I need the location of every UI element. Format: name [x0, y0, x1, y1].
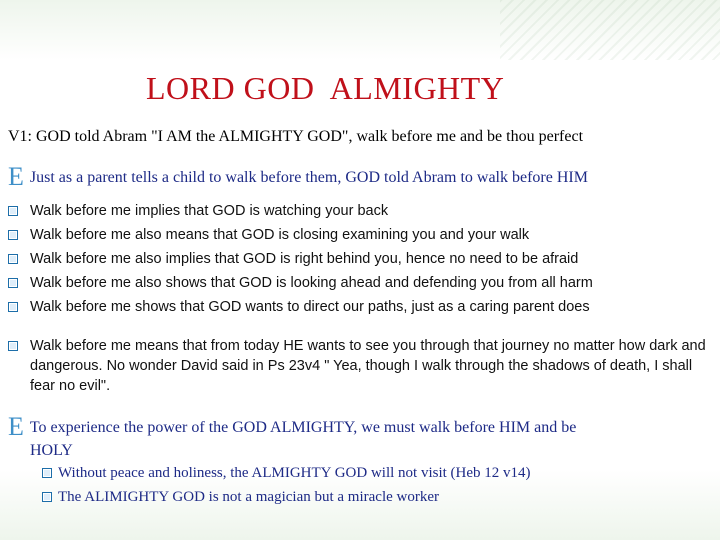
square-bullet-icon: [42, 468, 52, 478]
script-e-icon: E: [8, 412, 24, 441]
list-item-text: Walk before me implies that GOD is watching your back: [30, 203, 389, 219]
list-item-text: Walk before me also means that GOD is closing examining you and your walk: [30, 227, 530, 243]
square-bullet-icon: [8, 302, 18, 312]
bullet-list-holiness: [42, 461, 531, 509]
list-item-text: Walk before me also shows that GOD is looking ahead and defending you from all harm: [30, 275, 593, 291]
list-item: [8, 223, 593, 247]
verse-text: V1: GOD told Abram "I AM the ALMIGHTY GOD", walk before me and be thou perfect: [8, 128, 584, 145]
lead-statement-2-line2: HOLY: [30, 442, 73, 459]
list-item-text: Walk before me shows that GOD wants to direct our paths, just as a caring parent does: [30, 299, 590, 315]
list-item-text: Walk before me also implies that GOD is right behind you, hence no need to be afraid: [30, 251, 579, 267]
list-item-text: Without peace and holiness, the ALMIGHTY GOD will not visit (Heb 12 v14): [58, 465, 531, 481]
list-item: [42, 461, 531, 485]
list-item: [42, 485, 531, 509]
square-bullet-icon: [8, 206, 18, 216]
paragraph-text: Walk before me means that from today HE wants to see you through that journey no matter how dark and dangerous. No wonder David said in Ps 23v4 " Yea, though I walk through the shadows of death, I shall fear no evil".: [30, 338, 706, 394]
slide-title: LORD GOD ALMIGHTY: [146, 70, 505, 106]
list-item: [8, 199, 593, 223]
square-bullet-icon: [8, 341, 18, 351]
list-item: [8, 295, 593, 319]
square-bullet-icon: [42, 492, 52, 502]
list-item: [8, 247, 593, 271]
lead-statement-1: [8, 164, 588, 190]
square-bullet-icon: [8, 278, 18, 288]
paragraph-bullet: [8, 336, 713, 396]
lead-statement-2-line1: To experience the power of the GOD ALMIGHTY, we must walk before HIM and be: [29, 419, 577, 436]
square-bullet-icon: [8, 254, 18, 264]
script-e-icon: E: [8, 162, 24, 191]
lead-statement-2: [8, 414, 698, 461]
lead-statement-1-text: Just as a parent tells a child to walk before them, GOD told Abram to walk before HIM: [29, 169, 588, 186]
list-item-text: The ALIMIGHTY GOD is not a magician but a miracle worker: [58, 489, 439, 505]
square-bullet-icon: [8, 230, 18, 240]
decorative-stripes: [500, 0, 720, 60]
list-item: [8, 271, 593, 295]
bullet-list-walk: [8, 199, 593, 319]
